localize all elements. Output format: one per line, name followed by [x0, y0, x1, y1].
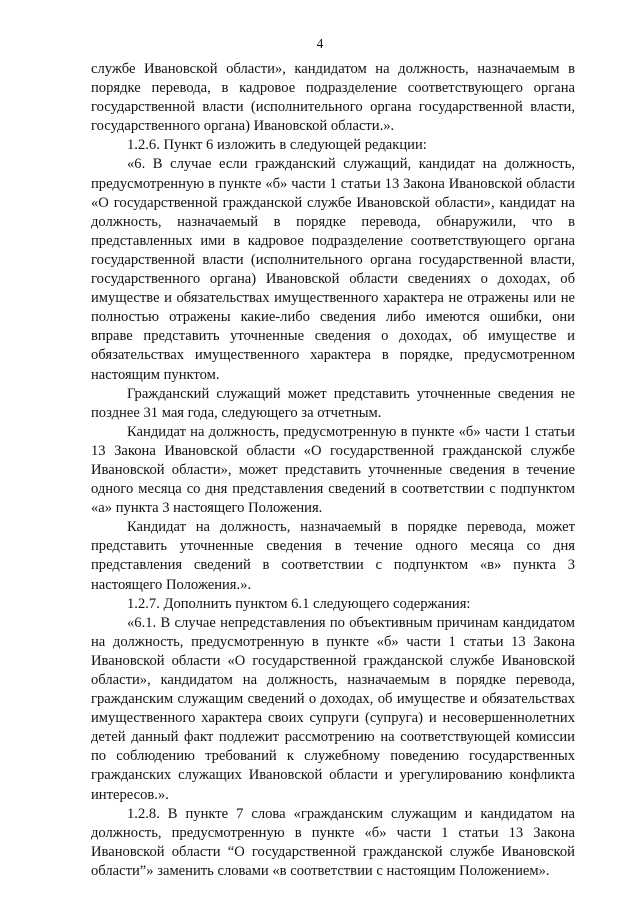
paragraph: Кандидат на должность, назначаемый в порядке перевода, может представить уточненные сведения в течение одного месяца со дня представления сведений в соответствии с подпунктом «в» пункта 3 настоящего Положения.». — [91, 519, 575, 593]
paragraph: Кандидат на должность, предусмотренную в пункте «б» части 1 статьи 13 Закона Ивановской области «О государственной гражданской службе Ивановской области», может представить уточненные сведения в течение одного месяца со дня представления сведений в соответствии с подпунктом «а» пункта 3 настоящего Положения. — [91, 423, 575, 517]
paragraph: 1.2.7. Дополнить пунктом 6.1 следующего содержания: — [127, 595, 471, 612]
page-number: 4 — [316, 36, 324, 51]
paragraph: «6. В случае если гражданский служащий, кандидат на должность, предусмотренную в пункте «б» части 1 статьи 13 Закона Ивановской области «О государственной гражданской службе Ивановской области», кандидат на должность, назначаемый в порядке перевода, обнаружили, что в представленных ими в кадровое подразделение соответствующего органа государственной власти (исполнительного органа государственной власти, государственного органа) Ивановской области сведениях о доходах, об имуществе и обязательствах имущественного характера не отражены или не полностью отражены какие-либо сведения либо имеются ошибки, они вправе представить уточненные сведения о доходах, об имуществе и обязательствах имущественного характера в порядке, предусмотренном настоящим пунктом. — [91, 156, 575, 383]
paragraph: службе Ивановской области», кандидатом на должность, назначаемым в порядке перевода, в кадровое подразделение соответствующего органа государственной власти (исполнительного органа государственной власти, государственного органа) Ивановской области.». — [91, 61, 575, 135]
paragraph: 1.2.6. Пункт 6 изложить в следующей редакции: — [127, 137, 427, 154]
paragraph: 1.2.8. В пункте 7 слова «гражданским служащим и кандидатом на должность, предусмотренную в пункте «б» части 1 статьи 13 Закона Ивановской области “О государственной гражданской службе Ивановской области”» заменить словами «в соответствии с настоящим Положением». — [91, 805, 575, 879]
paragraph: «6.1. В случае непредставления по объективным причинам кандидатом на должность, предусмотренную в пункте «б» части 1 статьи 13 Закона Ивановской области «О государственной гражданской службе Ивановской области», кандидатом на должность, назначаемым в порядке перевода, гражданским служащим сведений о доходах, об имуществе и обязательствах имущественного характера своих супруги (супруга) и несовершеннолетних детей данный факт подлежит рассмотрению на соответствующей комиссии по соблюдению требований к служебному поведению государственных гражданских служащих Ивановской области и урегулированию конфликта интересов.». — [91, 614, 575, 803]
paragraph: Гражданский служащий может представить уточненные сведения не позднее 31 мая года, следующего за отчетным. — [91, 385, 575, 421]
document-body — [91, 60, 575, 881]
